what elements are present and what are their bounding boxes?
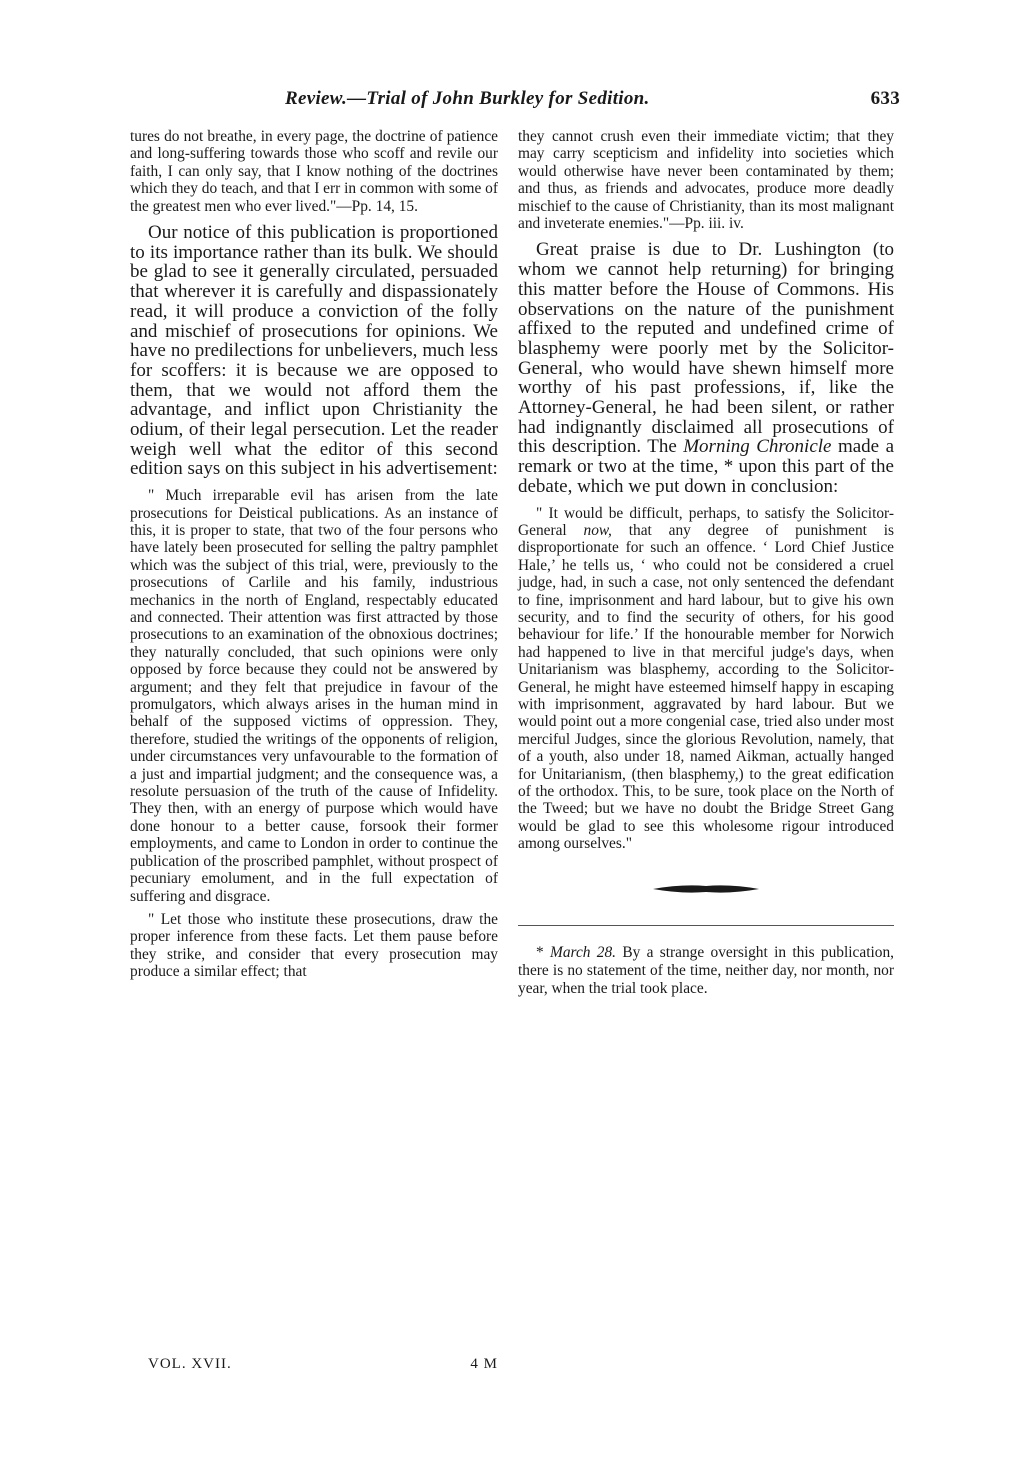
signature-mark: 4 M [470, 1356, 498, 1372]
volume-label: VOL. XVII. [148, 1356, 232, 1372]
quote-text-a: " It would be difficult, perhaps, to satisfy the Solicitor-General [518, 504, 894, 539]
para-text-a: Great praise is due to Dr. Lushington (to whom we cannot help returning) for bringing this matter before the House of Commons. His observations on the nature of the punishment affixed to the reputed and undefined crime of blasphemy were poorly met by the Solicitor-General, who would have shewn himself more worthy of his past professions, if, like the Attorney-General, he had been silent, or rather had indignantly disclaimed all prosecutions of this description. The [518, 239, 894, 458]
page-number: 633 [870, 88, 900, 109]
left-paragraph-notice: Our notice of this publication is proportioned to its importance rather than its bulk. We should be glad to see it generally circulated, persuaded that wherever it is carefully and dispassionately read, it will produce a conviction of the folly and mischief of prosecutions for opinions. We have no predilections for unbelievers, much less for scoffers: it is because we are opposed to them, that we would not afford them the advantage, and inflict upon Christianity the odium, of their legal persecution. Let the reader weigh well what the editor of this second edition says on this subject in his advertisement: [130, 222, 498, 480]
quote-text-b: that any degree of punishment is disproportionate for such an offence. ‘ Lord Chief Justice Hale,’ he tells us, ‘ who could not be considered a cruel judge, had, in such a case, not only sentenced the defendant to fine, imprisonment and hard labour, but to give his own security, and to find the security of others, for his good behaviour for life.’ If the honourable member for Norwich had happened to live in that merciful judge's days, when Unitarianism was blasphemy, according to the Solicitor-General, he might have esteemed himself happy in escaping with imprisonment, aggravated by hard labour. But we would point out a more congenial case, tried also under most merciful Judges, since the glorious Revolution, namely, that of a youth, also under 18, named Aikman, actually hanged for Unitarianism, (then blasphemy,) to the great edification of the orthodox. This, to be sure, took place on the North of the Tweed; but we have no doubt the Bridge Street Gang would be glad to see this wholesome rigour introduced among ourselves." [518, 521, 894, 853]
quote-now: now, [583, 521, 612, 539]
ornament-divider-icon [651, 881, 761, 897]
morning-chronicle-title: Morning Chronicle [683, 436, 832, 458]
para-text-b: made a remark or two at the time, * upon this part of the debate, which we put down in conclusion: [518, 436, 895, 497]
right-quote-continuation: they cannot crush even their immediate victim; that they may carry scepticism and infidelity into societies which would otherwise have never been contaminated by them; and thus, as friends and advocates, produce more deadly mischief to the cause of Christianity, than its most malignant and inveterate enemies."—Pp. iii. iv. [518, 128, 894, 233]
footnote-mark: * [536, 943, 551, 961]
left-quote-continuation: tures do not breathe, in every page, the doctrine of patience and long-suffering towards those who scoff and revile our faith, I can only say, that I know nothing of the doctrines which they do teach, and that I err in common with some of the greatest men who ever lived."—Pp. 14, 15. [130, 128, 498, 215]
right-column [518, 128, 894, 998]
left-quote-prosecutions: " Let those who institute these prosecutions, draw the proper inference from these facts. Let them pause before they strike, and consider that every prosecution may produce a similar effect; that [130, 910, 498, 981]
footnote-date: March 28. [550, 943, 617, 961]
right-quote-chronicle [518, 505, 894, 853]
running-head-title: Review.—Trial of John Burkley for Sedition. [285, 88, 650, 109]
footnote [518, 944, 894, 998]
right-paragraph-lushington [518, 240, 894, 496]
footnote-rule [518, 925, 894, 926]
footnote-text: By a strange oversight in this publication, there is no statement of the time, neither day, nor month, nor year, when the trial took place. [518, 943, 895, 997]
left-column [130, 128, 498, 981]
left-quote-advertisement: " Much irreparable evil has arisen from the late prosecutions for Deistical publications. As an instance of this, it is proper to state, that two of the four persons who have lately been prosecuted for selling the paltry pamphlet which was the subject of this trial, were, previously to the prosecutions of Carlile and his family, industrious mechanics in the north of England, respectably educated and connected. Their attention was first attracted by those prosecutions to an examination of the obnoxious doctrines; they naturally concluded, that such opinions were only opposed by force because they could not be answered by argument; and they felt that prejudice in favour of the promulgators, which always arises in the human mind in behalf of the supposed victims of oppression. They, therefore, studied the writings of the opponents of religion, under circumstances very unfavourable to the formation of a just and impartial judgment; and the consequence was, a resolute persuasion of the truth of the cause of Infidelity. They then, with an energy of purpose which would have done honour to a better cause, forsook their former employments, and came to London in order to continue the publication of the proscribed pamphlet, without prospect of pecuniary emolument, and in the full expectation of suffering and disgrace. [130, 487, 498, 905]
